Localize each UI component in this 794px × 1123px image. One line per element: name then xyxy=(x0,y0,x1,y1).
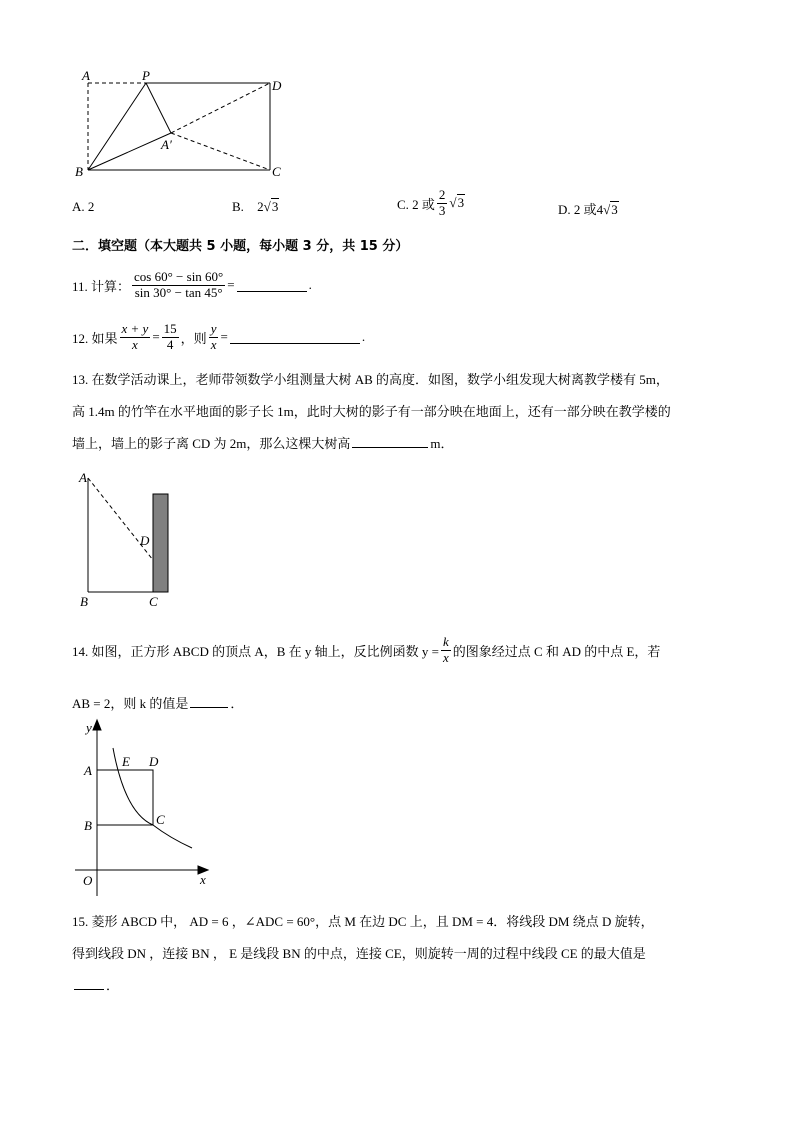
q13-line-2: 高 1.4m 的竹竿在水平地面的影子长 1m，此时大树的影子有一部分映在地面上，还有一部分映在教学楼的 xyxy=(72,404,671,419)
option-c xyxy=(397,188,465,219)
q14-text-2: 的图象经过点 C 和 AD 的中点 E，若 xyxy=(452,643,661,659)
label-c: C xyxy=(149,594,158,609)
answer-blank[interactable] xyxy=(190,695,228,708)
q15-line-1: 15. 菱形 ABCD 中， AD = 6 ，∠ADC = 60°，点 M 在边 DC 上，且 DM = 4．将线段 DM 绕点 D 旋转， xyxy=(72,914,654,929)
denominator: 4 xyxy=(166,336,174,352)
option-a: A. 2 xyxy=(72,199,95,214)
option-b-label: B. xyxy=(232,199,244,214)
label-c: C xyxy=(272,164,281,179)
option-c-label: C. 2 或 xyxy=(397,196,435,212)
q13-line-3 xyxy=(72,433,454,452)
label-b: B xyxy=(84,818,92,833)
fraction xyxy=(437,188,448,219)
q11-fraction xyxy=(132,270,225,301)
sqrt: √3 xyxy=(263,199,279,214)
label-c: C xyxy=(156,812,165,827)
q15-line-2: 得到线段 DN ，连接 BN ， E 是线段 BN 的中点，连接 CE，则旋转一周的过程中线段 CE 的最大值是 xyxy=(72,946,646,961)
fraction xyxy=(441,635,451,666)
period: ． xyxy=(106,978,120,993)
option-b xyxy=(232,199,279,215)
y-axis-arrow-icon xyxy=(93,720,101,730)
option-d xyxy=(558,199,619,218)
numerator: x + y xyxy=(121,321,149,336)
label-o: O xyxy=(83,873,93,888)
equals: = xyxy=(220,329,228,345)
label-b: B xyxy=(75,164,83,179)
label-x: x xyxy=(200,872,206,887)
label-b: B xyxy=(80,594,88,609)
label-y: y xyxy=(86,720,92,735)
equals: = xyxy=(152,329,160,345)
numerator: y xyxy=(210,321,217,336)
answer-blank[interactable] xyxy=(74,977,104,990)
denominator: 3 xyxy=(438,202,446,218)
denominator: x xyxy=(132,336,138,352)
question-14-line-1 xyxy=(72,635,660,666)
label-a-prime: A′ xyxy=(161,137,172,152)
equals: = xyxy=(227,277,235,293)
option-b-coef: 2 xyxy=(257,199,264,214)
segment-pa-prime xyxy=(146,83,171,133)
label-d: D xyxy=(140,533,150,548)
sqrt: √3 xyxy=(603,202,618,217)
question-14-line-2 xyxy=(72,693,243,712)
radicand: 3 xyxy=(611,202,618,217)
radicand: 3 xyxy=(271,199,279,214)
q15-line-3 xyxy=(72,975,119,994)
denominator: x xyxy=(443,649,449,665)
q13-text: 墙上，墙上的影子离 CD 为 2m，那么这棵大树高 xyxy=(72,436,351,451)
option-d-coef: 4 xyxy=(596,202,604,217)
radicand: 3 xyxy=(457,195,465,211)
answer-blank[interactable] xyxy=(230,331,360,344)
answer-blank[interactable] xyxy=(352,435,428,448)
numerator: 2 xyxy=(438,187,446,202)
q10-rectangle-figure xyxy=(70,68,290,183)
denominator: sin 30° − tan 45° xyxy=(134,284,223,300)
denominator: x xyxy=(210,336,217,352)
q13-tree-figure xyxy=(70,468,190,613)
label-d: D xyxy=(149,754,159,769)
segment-a-prime-c xyxy=(171,133,270,170)
question-12 xyxy=(72,322,365,353)
square-abcd xyxy=(97,770,153,825)
fraction xyxy=(209,322,219,353)
segment-a-prime-d xyxy=(171,83,270,133)
sqrt: √3 xyxy=(449,195,465,211)
period: ． xyxy=(230,696,244,711)
label-p: P xyxy=(142,68,150,83)
period: . xyxy=(361,329,366,345)
q13-line-1: 13. 在数学活动课上，老师带领数学小组测量大树 AB 的高度．如图，数学小组发现大树离教学楼有 5m， xyxy=(72,372,669,387)
q12-prefix: 12. 如果 xyxy=(72,330,118,346)
q13-unit: m． xyxy=(430,436,454,451)
section-heading: 二．填空题（本大题共 5 小题，每小题 3 分，共 15 分） xyxy=(72,239,409,254)
fraction xyxy=(162,322,179,353)
label-d: D xyxy=(272,78,282,93)
label-a: A xyxy=(82,68,90,83)
fraction xyxy=(120,322,151,353)
label-a: A xyxy=(79,470,87,485)
q12-then: ，则 xyxy=(180,330,207,346)
building-wall xyxy=(153,494,168,592)
q14-text: 14. 如图，正方形 ABCD 的顶点 A，B 在 y 轴上，反比例函数 y = xyxy=(72,643,440,659)
period: . xyxy=(308,277,312,293)
numerator: cos 60° − sin 60° xyxy=(134,269,224,284)
q14-text-3: AB = 2，则 k 的值是 xyxy=(72,696,189,711)
q11-prefix: 11. 计算： xyxy=(72,278,131,294)
numerator: 15 xyxy=(163,321,177,336)
option-d-label: D. 2 或 xyxy=(558,202,597,217)
q14-coordinate-figure xyxy=(70,718,220,898)
numerator: k xyxy=(443,634,449,649)
answer-blank[interactable] xyxy=(237,279,307,292)
label-e: E xyxy=(122,754,130,769)
label-a: A xyxy=(84,763,92,778)
question-11 xyxy=(72,270,312,301)
